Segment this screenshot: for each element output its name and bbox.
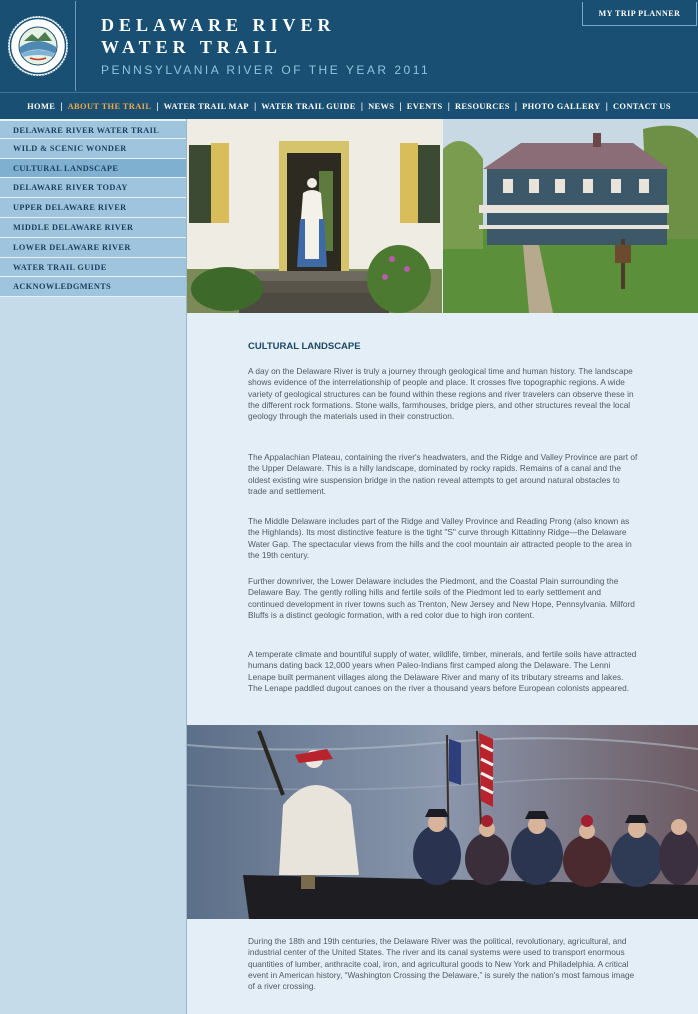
- water-trail-seal-icon: [6, 7, 70, 85]
- nav-separator: |: [360, 101, 364, 111]
- nav-contact-us[interactable]: CONTACT US: [612, 101, 671, 111]
- nav-separator: |: [605, 101, 608, 111]
- nav-news[interactable]: NEWS: [368, 101, 395, 111]
- sidebar-item-cultural-landscape[interactable]: CULTURAL LANDSCAPE: [0, 159, 186, 179]
- nav-resources[interactable]: RESOURCES: [454, 101, 510, 111]
- nav-about-the-trail[interactable]: ABOUT THE TRAIL: [67, 101, 152, 111]
- photo-river-crossing: [187, 725, 698, 919]
- nav-separator: |: [253, 101, 257, 111]
- site-title-line1: DELAWARE RIVER: [101, 15, 336, 35]
- paragraph-6: During the 18th and 19th centuries, the Delaware River was the political, revolutionary, agricultural, and industrial center of the United States. The river and its canal systems were used to transport enormous quantities of lumber, anthracite coal, iron, and agricultural goods to New York and Philadelphia. A critical event in American history, “Washington Crossing the Delaware,” is surely the nation's most famous image of a river crossing.: [248, 936, 635, 992]
- site-title-line2: WATER TRAIL: [101, 37, 282, 57]
- logo[interactable]: [1, 1, 76, 91]
- paragraph-4: Further downriver, the Lower Delaware includes the Piedmont, and the Coastal Plain surrounding the Delaware Bay. The gently rolling hills and fertile soils of the Piedmont led to early settlement and continued development in river towns such as Trenton, New Jersey and New Hope, Pennsylvania. Milford Bluffs is a distinct geologic formation, with a red color due to high iron content.: [248, 576, 635, 620]
- sidebar: [0, 119, 187, 1014]
- site-subtitle: PENNSYLVANIA RIVER OF THE YEAR 2011: [101, 63, 431, 77]
- nav-separator: |: [514, 101, 518, 111]
- nav-separator: |: [156, 101, 159, 111]
- sidebar-item-water-trail-guide[interactable]: WATER TRAIL GUIDE: [0, 258, 186, 278]
- main-navigation: [0, 92, 698, 119]
- section-title: CULTURAL LANDSCAPE: [248, 341, 361, 352]
- photo-farmhouse: [443, 119, 698, 313]
- nav-water-trail-guide[interactable]: WATER TRAIL GUIDE: [261, 101, 356, 111]
- sidebar-item-delaware-river-water-trail[interactable]: DELAWARE RIVER WATER TRAIL: [0, 119, 186, 139]
- nav-separator: |: [447, 101, 450, 111]
- nav-separator: |: [399, 101, 402, 111]
- nav-home[interactable]: HOME: [27, 101, 56, 111]
- nav-separator: |: [60, 101, 63, 111]
- paragraph-5: A temperate climate and bountiful supply of water, wildlife, timber, minerals, and fertile soils have attracted humans dating back 12,000 years when Paleo-Indians first camped along the Delaware. The Lenni Lenape built permanent villages along the Delaware River and many of its tributary streams and lakes. The Lenape paddled dugout canoes on the river a thousand years before European colonists appeared.: [248, 649, 637, 693]
- nav-water-trail-map[interactable]: WATER TRAIL MAP: [163, 101, 249, 111]
- sidebar-item-upper-delaware-river[interactable]: UPPER DELAWARE RIVER: [0, 198, 186, 218]
- nav-events[interactable]: EVENTS: [406, 101, 443, 111]
- photo-colonial-doorway: [187, 119, 442, 313]
- sidebar-item-acknowledgments[interactable]: ACKNOWLEDGMENTS: [0, 277, 186, 297]
- sidebar-item-wild-scenic-wonder[interactable]: WILD & SCENIC WONDER: [0, 139, 186, 159]
- nav-photo-gallery[interactable]: PHOTO GALLERY: [522, 101, 601, 111]
- paragraph-3: The Middle Delaware includes part of the Ridge and Valley Province and Reading Prong (also known as the Highlands). Its most distinctive feature is the tight "S" curve through Kittatinny Ridge—the Delaware Water Gap. The spectacular views from the hills and the cool mountain air attracted people to the area in the 19th century.: [248, 516, 632, 560]
- my-trip-planner-button[interactable]: MY TRIP PLANNER: [582, 2, 697, 26]
- sidebar-item-lower-delaware-river[interactable]: LOWER DELAWARE RIVER: [0, 238, 186, 258]
- sidebar-item-middle-delaware-river[interactable]: MIDDLE DELAWARE RIVER: [0, 218, 186, 238]
- paragraph-2: The Appalachian Plateau, containing the river's headwaters, and the Ridge and Valley Province are part of the Upper Delaware. This is a hilly landscape, dominated by rocky rapids. Remains of a canal and the oldest existing wire suspension bridge in the nation reveal attempts to get around natural obstacles to trade and settlement.: [248, 452, 638, 496]
- sidebar-item-delaware-river-today[interactable]: DELAWARE RIVER TODAY: [0, 178, 186, 198]
- main-content: [187, 119, 698, 1014]
- paragraph-1: A day on the Delaware River is truly a journey through geological time and human history. The landscape shows evidence of the interrelationship of people and place. It crosses five topographic regions. A wide variety of geological structures can be found within these regions and river travelers can observe these in the different rock formations. Stone walls, farmhouses, bridge piers, and other structures reveal the local geology through the materials used in their construction.: [248, 366, 634, 422]
- site-header: [0, 0, 698, 92]
